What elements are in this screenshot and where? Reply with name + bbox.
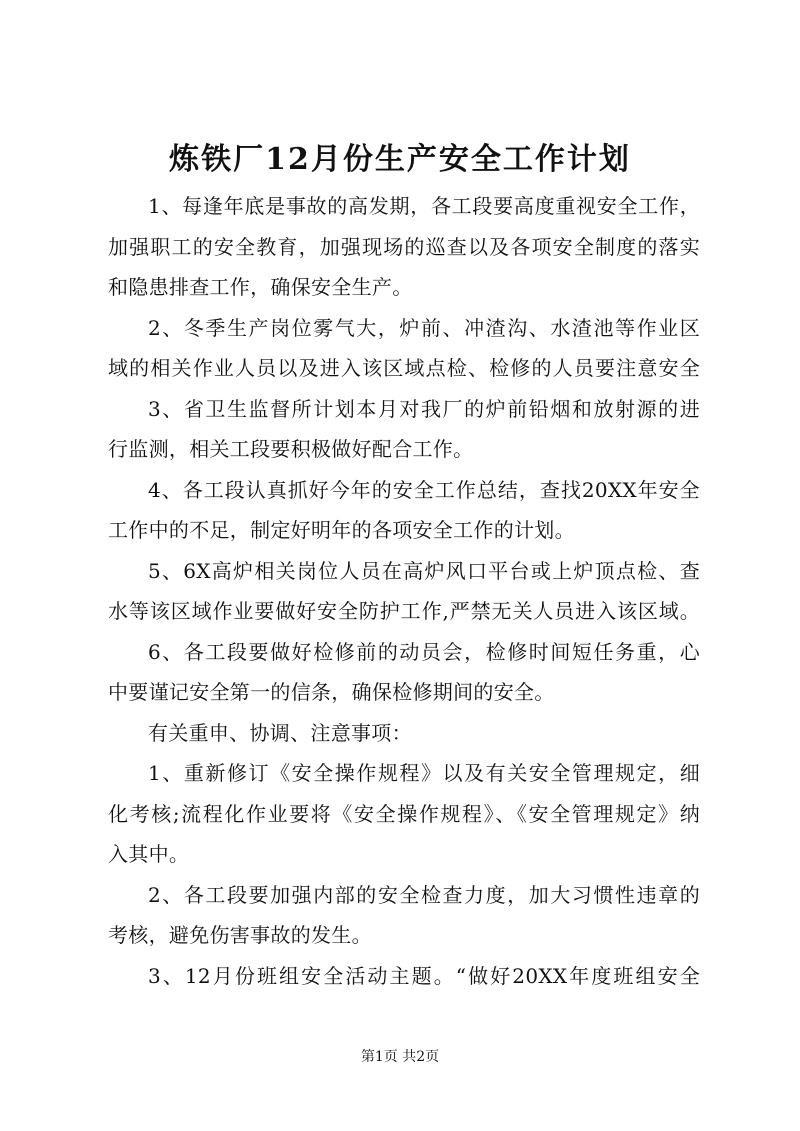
text-line: 中要谨记安全第一的信条，确保检修期间的安全。 — [108, 680, 555, 704]
text-line: 水等该区域作业要做好安全防护工作,严禁无关人员进入该区域。 — [108, 599, 700, 623]
text-line: 考核，避免伤害事故的发生。 — [108, 923, 372, 947]
text-line: 6、各工段要做好检修前的动员会，检修时间短任务重，心 — [148, 639, 700, 664]
text-line: 2、各工段要加强内部的安全检查力度，加大习惯性违章的 — [148, 882, 700, 907]
text-line: 5、6X高炉相关岗位人员在高炉风口平台或上炉顶点检、查 — [148, 558, 700, 583]
text-line: 1、每逢年底是事故的高发期，各工段要高度重视安全工作， — [148, 194, 700, 218]
text-line: 工作中的不足，制定好明年的各项安全工作的计划。 — [108, 518, 575, 542]
text-line: 和隐患排查工作，确保安全生产。 — [108, 275, 413, 299]
document-body — [108, 186, 700, 996]
text-line: 行监测，相关工段要积极做好配合工作。 — [108, 437, 474, 461]
text-line: 有关重申、协调、注意事项： — [148, 720, 412, 745]
text-line: 加强职工的安全教育，加强现场的巡查以及各项安全制度的落实 — [108, 234, 700, 259]
page-footer: 第1页 共2页 — [360, 1049, 440, 1065]
document-title: 炼铁厂12月份生产安全工作计划 — [169, 142, 631, 177]
text-line: 域的相关作业人员以及进入该区域点检、检修的人员要注意安全 — [108, 356, 700, 380]
text-line: 化考核;流程化作业要将《安全操作规程》、《安全管理规定》纳 — [108, 801, 700, 826]
text-line: 3、12月份班组安全活动主题。“做好20XX年度班组安全 — [148, 963, 700, 988]
text-line: 4、各工段认真抓好今年的安全工作总结，查找20XX年安全 — [148, 477, 700, 502]
text-line: 3、省卫生监督所计划本月对我厂的炉前铅烟和放射源的进 — [148, 396, 700, 421]
text-line: 入其中。 — [108, 842, 190, 866]
text-line: 2、冬季生产岗位雾气大，炉前、冲渣沟、水渣池等作业区 — [148, 315, 700, 340]
text-line: 1、重新修订《安全操作规程》以及有关安全管理规定，细 — [148, 761, 700, 785]
